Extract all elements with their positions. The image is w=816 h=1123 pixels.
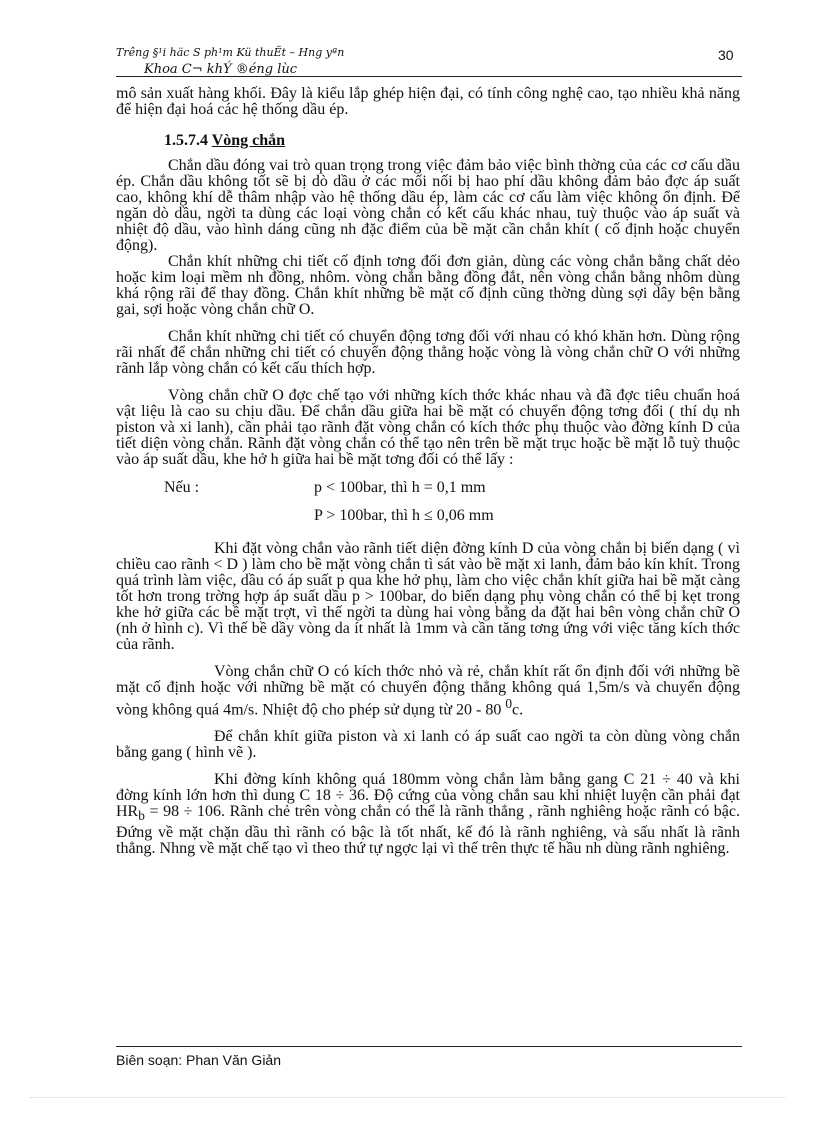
superscript: 0 [505,696,512,711]
footer-author: Biên soạn: Phan Văn Giản [116,1052,282,1068]
header-faculty: Khoa C¬ khÝ ®éng lùc [144,62,298,77]
condition-formula: p < 100bar, thì h = 0,1 mm [314,479,486,496]
page-bottom-divider [30,1097,786,1098]
header-rule [116,76,742,77]
section-title: Vòng chắn [211,132,286,149]
page-number: 30 [718,47,734,63]
footer-rule [116,1046,742,1047]
header-institution: Trêng §¹i häc S ph¹m Kü thuËt – Hng yªn [116,46,345,59]
subscript: b [138,808,145,824]
paragraph: Chắn khít những chi tiết có chuyển động tơng đối với nhau có khó khăn hơn. Dùng rộng rãi nhất để chắn những chi tiết có chuyển động thẳng hoặc vòng là vòng chắn chữ O với những rãnh lắp vòng chắn có kết cấu thích hợp. [116,328,740,377]
condition-label: Nếu : [164,479,200,496]
paragraph-text: c. [511,701,524,719]
paragraph [116,664,740,718]
paragraph [116,772,740,856]
paragraph-text: Khi đờng kính không quá 180mm vòng chắn làm bằng gang C 21 ÷ 40 và khi đờng kính lớn hơn thì dung C 18 ÷ 36. Độ cứng của vòng chắn sau khi nhiệt luyện cần phải đạt HR [116,771,740,821]
condition-formula: P > 100bar, thì h ≤ 0,06 mm [314,507,494,524]
paragraph: mô sản xuất hàng khối. Đây là kiểu lắp ghép hiện đại, có tính công nghệ cao, tạo nhiều khả năng để hiện đại hoá các hệ thống dầu ép. [116,85,740,118]
section-heading [164,133,740,149]
paragraph-text: Vòng chắn chữ O có kích thớc nhỏ và rẻ, chắn khít rất ổn định đối với những bề mặt cố định hoặc với những bề mặt có chuyển động thẳng không quá 1,5m/s và chuyển động vòng không quá 4m/s. Nhiệt độ cho phép sử dụng từ 20 - 80 [116,663,740,719]
paragraph: Vòng chắn chữ O đợc chế tạo với những kích thớc khác nhau và đã đợc tiêu chuẩn hoá vật liệu là cao su chịu dầu. Để chắn dầu giữa hai bề mặt có chuyển động tơng đối ( thí dụ nh piston và xi lanh), cần phải tạo rãnh đặt vòng chắn có kích thớc phụ thuộc vào đờng kính D của tiết diện vòng chắn. Rãnh đặt vòng chắn có thể tạo nên trên bề mặt trục hoặc bề mặt lỗ tuỳ thuộc vào áp suất dầu, khe hở h giữa hai bề mặt tơng đối có thể lấy : [116,387,740,468]
body-text [116,86,740,857]
section-number: 1.5.7.4 [164,132,208,149]
paragraph-text: = 98 ÷ 106. Rãnh chẻ trên vòng chắn có thể là rãnh thẳng , rãnh nghiêng hoặc rãnh có bậc. Đứng về mặt chặn dầu thì rãnh có bậc là tốt nhất, kế đó là rãnh nghiêng, và sấu nhất là rãnh thẳng. Nhng về mặt chế tạo vì theo thứ tự ngợc lại vì thế trên thực tế hầu nh dùng rãnh nghiêng. [116,803,740,857]
paragraph: Khi đặt vòng chắn vào rãnh tiết diện đờng kính D của vòng chắn bị biến dạng ( vì chiều cao rãnh < D ) làm cho bề mặt vòng chắn tì sát vào bề mặt xi lanh, đảm bảo kín khít. Trong quá trình làm việc, dầu có áp suất p qua khe hở phụ, làm cho việc chắn khít giữa hai bề mặt càng tốt hơn trong trờng hợp áp suất dầu p > 100bar, do biến dạng phụ vòng chắn có thể bị kẹt trong khe hở giữa các bề mặt trợt, vì thế ngời ta dùng hai vòng bằng da đặt hai bên vòng chắn chữ O (nh ở hình c). Vì thế bề dầy vòng da ít nhất là 1mm và cần tăng tơng ứng với việc tăng kích thớc của rãnh. [116,540,740,653]
paragraph: Chắn khít những chi tiết cố định tơng đối đơn giản, dùng các vòng chắn bằng chất dẻo hoặc kim loại mềm nh đồng, nhôm. vòng chắn bằng đồng đắt, nên vòng chắn bằng nhôm dùng khá rộng rãi để thay đồng. Chắn khít những bề mặt cố định cũng thờng dùng sợi dây bện bằng gai, sợi hoặc vòng chắn chữ O. [116,253,740,318]
paragraph: Để chắn khít giữa piston và xi lanh có áp suất cao ngời ta còn dùng vòng chắn bằng gang ( hình vẽ ). [116,728,740,762]
condition-row [116,508,740,530]
paragraph: Chắn dầu đóng vai trò quan trọng trong việc đảm bảo việc bình thờng của các cơ cấu dầu ép. Chắn dầu không tốt sẽ bị dò dầu ở các mối nối bị hao phí dầu không đảm bảo đợc áp suất cao, không khí dễ thâm nhập vào hệ thống dầu ép, làm các cơ cấu làm việc không ổn định. Để ngăn dò dầu, ngời ta dùng các loại vòng chắn có kết cấu khác nhau, tuỳ thuộc vào áp suất và nhiệt độ dầu, vào hình dáng cũng nh đặc điểm của bề mặt cần chắn khít ( cố định hoặc chuyển động). [116,157,740,254]
condition-row [116,480,740,502]
